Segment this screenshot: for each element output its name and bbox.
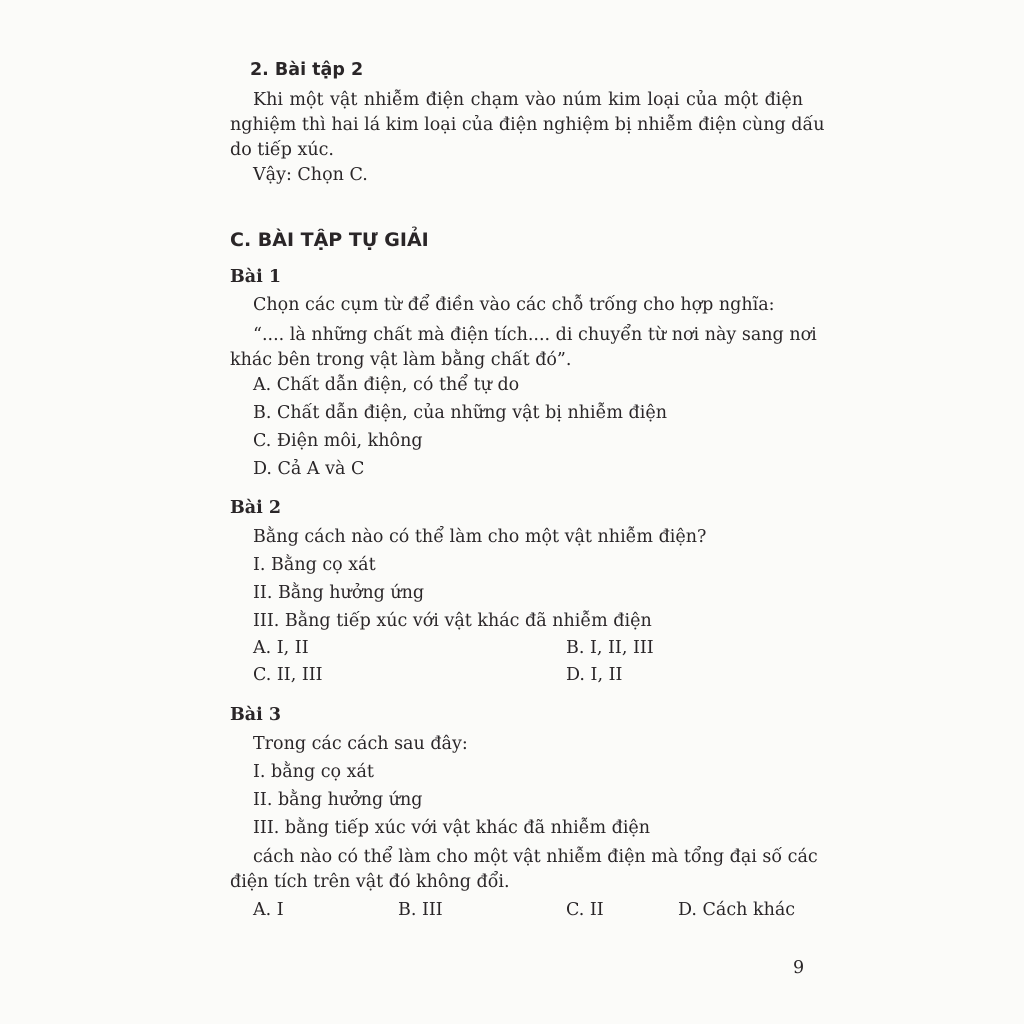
bai-2-option-c: C. II, III: [253, 665, 323, 685]
bai-1-question: Chọn các cụm từ để điền vào các chỗ trống cho hợp nghĩa:: [253, 295, 775, 315]
bai-3-title: Bài 3: [230, 705, 282, 725]
bai-2-title: Bài 2: [230, 498, 282, 518]
bai-1-option-d: D. Cả A và C: [253, 459, 365, 479]
exercise-2-text-line-3: do tiếp xúc.: [230, 140, 334, 160]
exercise-2-text-line-1: Khi một vật nhiễm điện chạm vào núm kim loại của một điện: [253, 90, 803, 110]
bai-3-item-3: III. bằng tiếp xúc với vật khác đã nhiễm điện: [253, 818, 651, 838]
bai-3-option-c: C. II: [566, 900, 604, 920]
bai-2-item-2: II. Bằng hưởng ứng: [253, 583, 425, 603]
bai-3-item-2: II. bằng hưởng ứng: [253, 790, 423, 810]
bai-1-option-b: B. Chất dẫn điện, của những vật bị nhiễm điện: [253, 403, 667, 423]
bai-1-title: Bài 1: [230, 267, 282, 287]
exercise-2-text-line-2: nghiệm thì hai lá kim loại của điện nghiệm bị nhiễm điện cùng dấu: [230, 115, 825, 135]
bai-3-text-line-1: cách nào có thể làm cho một vật nhiễm điện mà tổng đại số các: [253, 847, 818, 867]
bai-3-option-a: A. I: [253, 900, 284, 920]
bai-1-option-c: C. Điện môi, không: [253, 431, 423, 451]
bai-1-quote-line-2: khác bên trong vật làm bằng chất đó”.: [230, 350, 572, 370]
bai-2-option-a: A. I, II: [253, 638, 309, 658]
page-number: 9: [793, 958, 805, 978]
bai-3-text-line-2: điện tích trên vật đó không đổi.: [230, 872, 510, 892]
exercise-2-heading: 2. Bài tập 2: [250, 60, 364, 80]
bai-3-question: Trong các cách sau đây:: [253, 734, 468, 754]
bai-2-option-b: B. I, II, III: [566, 638, 654, 658]
bai-2-item-3: III. Bằng tiếp xúc với vật khác đã nhiễm điện: [253, 611, 652, 631]
exercise-2-answer: Vậy: Chọn C.: [253, 165, 368, 185]
bai-2-item-1: I. Bằng cọ xát: [253, 555, 376, 575]
bai-2-option-d: D. I, II: [566, 665, 623, 685]
bai-3-option-d: D. Cách khác: [678, 900, 796, 920]
bai-2-question: Bằng cách nào có thể làm cho một vật nhiễm điện?: [253, 527, 707, 547]
bai-1-quote-line-1: “.... là những chất mà điện tích.... di chuyển từ nơi này sang nơi: [253, 325, 817, 345]
bai-3-option-b: B. III: [398, 900, 443, 920]
bai-1-option-a: A. Chất dẫn điện, có thể tự do: [253, 375, 520, 395]
section-title: C. BÀI TẬP TỰ GIẢI: [230, 229, 429, 251]
bai-3-item-1: I. bằng cọ xát: [253, 762, 374, 782]
